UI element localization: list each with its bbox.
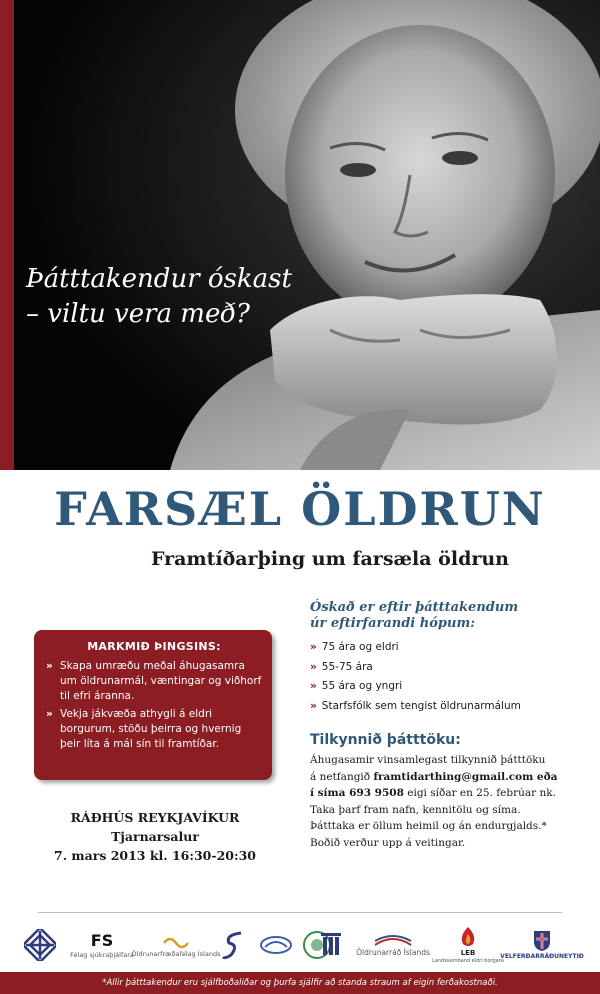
headline [26, 262, 292, 332]
participants-heading-line-2: úr eftirfarandi hópum: [310, 616, 475, 631]
flame-icon [457, 926, 479, 948]
blue-emblem-logo-icon [256, 924, 296, 966]
page-subtitle: Framtíðarþing um farsæla öldrun [151, 548, 509, 570]
registration-text: á netfangið [310, 770, 374, 783]
fs-logo-label: Félag sjúkraþjálfara [70, 951, 134, 959]
velferdarraduneytid-logo [500, 924, 584, 966]
knot-logo-icon [22, 924, 58, 966]
oldrunar-logo-label: Öldrunarfræðafélag Íslands [131, 949, 221, 958]
fs-logo [72, 924, 132, 966]
bullet-icon: » [310, 699, 317, 712]
coat-of-arms-icon [533, 930, 551, 952]
bullet-icon: » [46, 708, 53, 720]
registration-line [310, 769, 585, 786]
right-column [310, 600, 585, 851]
oldrunarrad-logo [348, 924, 438, 966]
stripes-icon [373, 933, 413, 947]
registration-heading: Tilkynnið þátttöku: [310, 732, 461, 748]
group-item [310, 658, 585, 678]
group-label: 55 ára og yngri [321, 680, 403, 692]
goal-text: Skapa umræðu meðal áhugasamra um öldrunarmál, væntingar og viðhorf til efri áranna. [60, 660, 262, 702]
participants-heading-line-1: Óskað er eftir þátttakendum [310, 600, 519, 615]
registration-line: Taka þarf fram nafn, kennitölu og síma. [310, 803, 521, 816]
registration-body [310, 752, 585, 851]
venue-name: RÁÐHÚS REYKJAVÍKUR [70, 810, 240, 825]
velferd-logo-label: VELFERÐARRÁÐUNEYTIÐ [500, 953, 584, 960]
columns-logo-icon [318, 924, 344, 966]
registration-line: Boðið verður upp á veitingar. [310, 836, 466, 849]
leb-logo-text: LEB [460, 949, 476, 957]
registration-phone: í síma 693 9508 [310, 787, 404, 799]
bullet-icon: » [310, 680, 317, 692]
registration-line: Áhugasamir vinsamlegast tilkynnið þátttöku [310, 754, 546, 766]
registration-line: Þátttaka er öllum heimil og án endurgjalds.* [310, 820, 547, 832]
group-item [310, 697, 585, 717]
swirl-logo-icon [216, 924, 252, 966]
group-item [310, 677, 585, 697]
registration-line [310, 785, 585, 802]
venue-info [40, 808, 270, 865]
footnote: *Allir þátttakendur eru sjálfboðaliðar og þurfa sjálfir að standa straum af eigin ferðakostnaði. [0, 972, 600, 994]
venue-datetime: 7. mars 2013 kl. 16:30-20:30 [54, 848, 256, 863]
group-label: Starfsfólk sem tengist öldrunarmálum [321, 699, 521, 712]
bullet-icon: » [310, 641, 317, 653]
footer-divider [38, 912, 562, 913]
goal-item [46, 707, 262, 752]
headline-line-2: – viltu vera með? [26, 299, 250, 329]
participants-heading [310, 600, 585, 632]
goals-heading: MARKMIÐ ÞINGSINS: [87, 640, 221, 653]
sponsor-logos [18, 924, 584, 966]
registration-text: eigi síðar en 25. febrúar nk. [403, 787, 556, 799]
group-item [310, 638, 585, 658]
registration-text: eða [533, 770, 558, 783]
goal-item [46, 659, 262, 704]
participant-groups [310, 638, 585, 716]
registration-email-link[interactable]: framtidarthing@gmail.com [373, 770, 534, 783]
page-title: FARSÆL ÖLDRUN [54, 482, 546, 536]
group-label: 75 ára og eldri [321, 641, 399, 653]
bullet-icon: » [310, 660, 317, 673]
hero-photo [0, 0, 600, 470]
bullet-icon: » [46, 660, 53, 672]
oldrunarrad-logo-label: Öldrunarráð Íslands [356, 948, 430, 957]
goal-text: Vekja jákvæða athygli á eldri borgurum, stöðu þeirra og hvernig þeir líta á mál sín til framtíðar. [60, 708, 242, 750]
fs-logo-text: FS [90, 931, 114, 950]
goals-list [46, 659, 262, 752]
wave-icon [163, 933, 189, 949]
goals-box [34, 630, 272, 780]
oldrunarfraedafelag-logo [131, 924, 221, 966]
group-label: 55-75 ára [321, 660, 373, 673]
leb-logo-label: Landssamband eldri borgara [432, 958, 504, 964]
elderly-woman-portrait [0, 0, 600, 470]
leb-logo [432, 924, 504, 966]
venue-room: Tjarnarsalur [111, 829, 199, 844]
headline-line-1: Þátttakendur óskast [26, 264, 292, 294]
